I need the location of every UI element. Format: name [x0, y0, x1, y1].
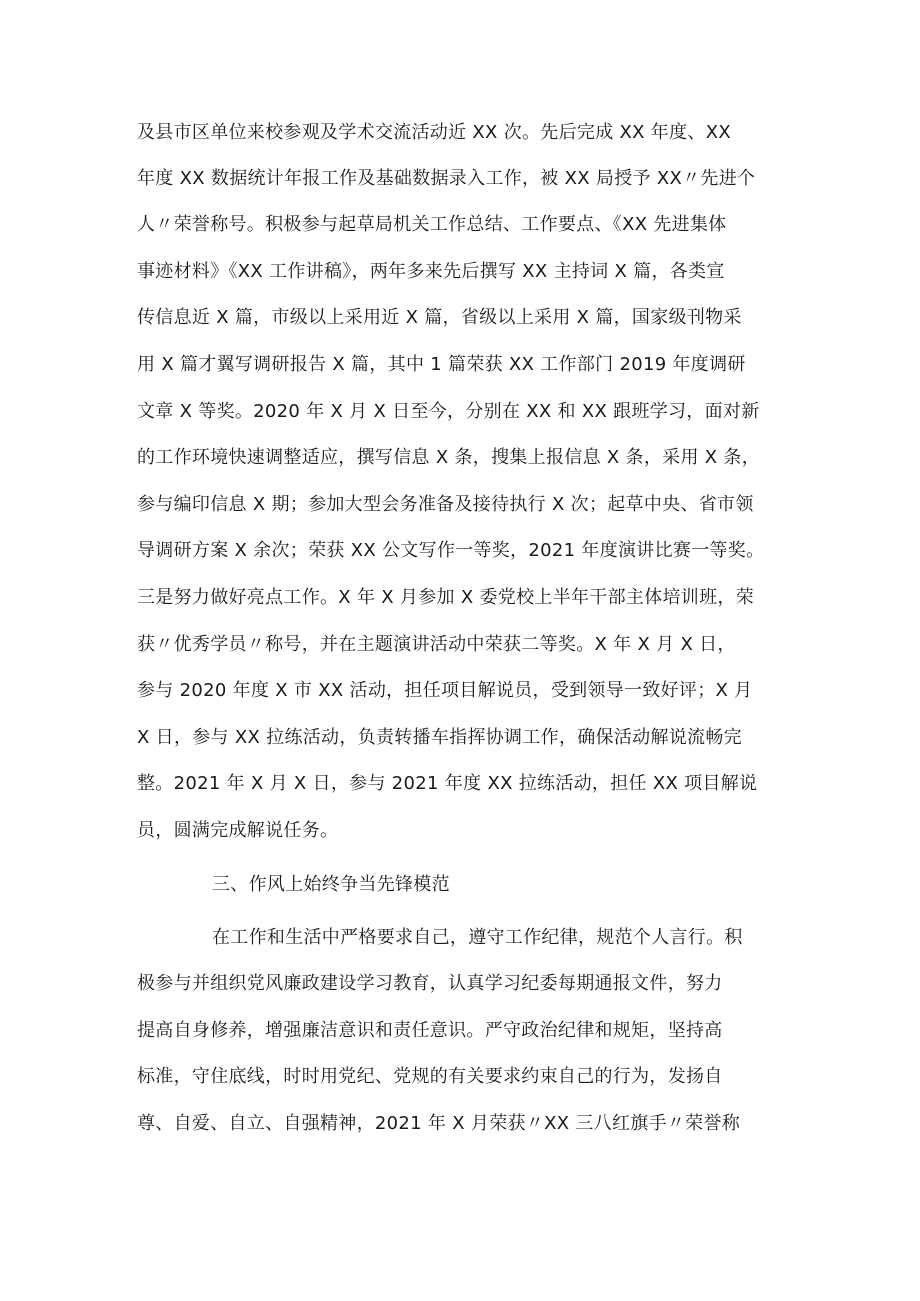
paragraph-line: 获〃优秀学员〃称号，并在主题演讲活动中荣获二等奖。X 年 X 月 X 日，: [137, 634, 736, 655]
paragraph-line: 整。2021 年 X 月 X 日，参与 2021 年度 XX 拉练活动，担任 XX 项目解说: [137, 773, 758, 794]
paragraph-line: 事迹材料》《XX 工作讲稿》，两年多来先后撰写 XX 主持词 X 篇，各类宣: [137, 261, 725, 282]
paragraph-line: 导调研方案 X 余次；荣获 XX 公文写作一等奖，2021 年度演讲比赛一等奖。: [137, 540, 765, 561]
paragraph-line: 年度 XX 数据统计年报工作及基础数据录入工作，被 XX 局授予 XX〃先进个: [137, 168, 756, 189]
paragraph-line: 参与编印信息 X 期；参加大型会务准备及接待执行 X 次；起草中央、省市领: [137, 494, 754, 515]
paragraph-line: 人〃荣誉称号。积极参与起草局机关工作总结、工作要点、《XX 先进集体: [137, 214, 727, 235]
paragraph-line: 传信息近 X 篇，市级以上采用近 X 篇，省级以上采用 X 篇，国家级刊物采: [137, 307, 742, 328]
paragraph-line: 及县市区单位来校参观及学术交流活动近 XX 次。先后完成 XX 年度、XX: [137, 122, 731, 143]
paragraph-line: 参与 2020 年度 X 市 XX 活动，担任项目解说员，受到领导一致好评；X 月: [137, 680, 753, 701]
paragraph-line: 极参与并组织党风廉政建设学习教育，认真学习纪委每期通报文件，努力: [137, 973, 723, 994]
paragraph-line: 三是努力做好亮点工作。X 年 X 月参加 X 委党校上半年干部主体培训班，荣: [137, 587, 754, 608]
section-heading: 三、作风上始终争当先锋模范: [212, 874, 450, 895]
paragraph-line: 标准，守住底线，时时用党纪、党规的有关要求约束自己的行为，发扬自: [137, 1066, 723, 1087]
paragraph-line: 的工作环境快速调整适应，撰写信息 X 条，搜集上报信息 X 条，采用 X 条，: [137, 447, 761, 468]
paragraph-line: 文章 X 等奖。2020 年 X 月 X 日至今，分别在 XX 和 XX 跟班学习，面对新: [137, 401, 760, 422]
paragraph-line: X 日，参与 XX 拉练活动，负责转播车指挥协调工作，确保活动解说流畅完: [137, 727, 742, 748]
paragraph-line: 在工作和生活中严格要求自己，遵守工作纪律，规范个人言行。积: [212, 927, 743, 948]
paragraph-line: 用 X 篇才翼写调研报告 X 篇，其中 1 篇荣获 XX 工作部门 2019 年度调研: [137, 354, 746, 375]
paragraph-line: 提高自身修养，增强廉洁意识和责任意识。严守政治纪律和规矩，坚持高: [137, 1020, 723, 1041]
paragraph-line: 员，圆满完成解说任务。: [137, 820, 339, 841]
paragraph-line: 尊、自爱、自立、自强精神，2021 年 X 月荣获〃XX 三八红旗手〃荣誉称: [137, 1113, 741, 1134]
